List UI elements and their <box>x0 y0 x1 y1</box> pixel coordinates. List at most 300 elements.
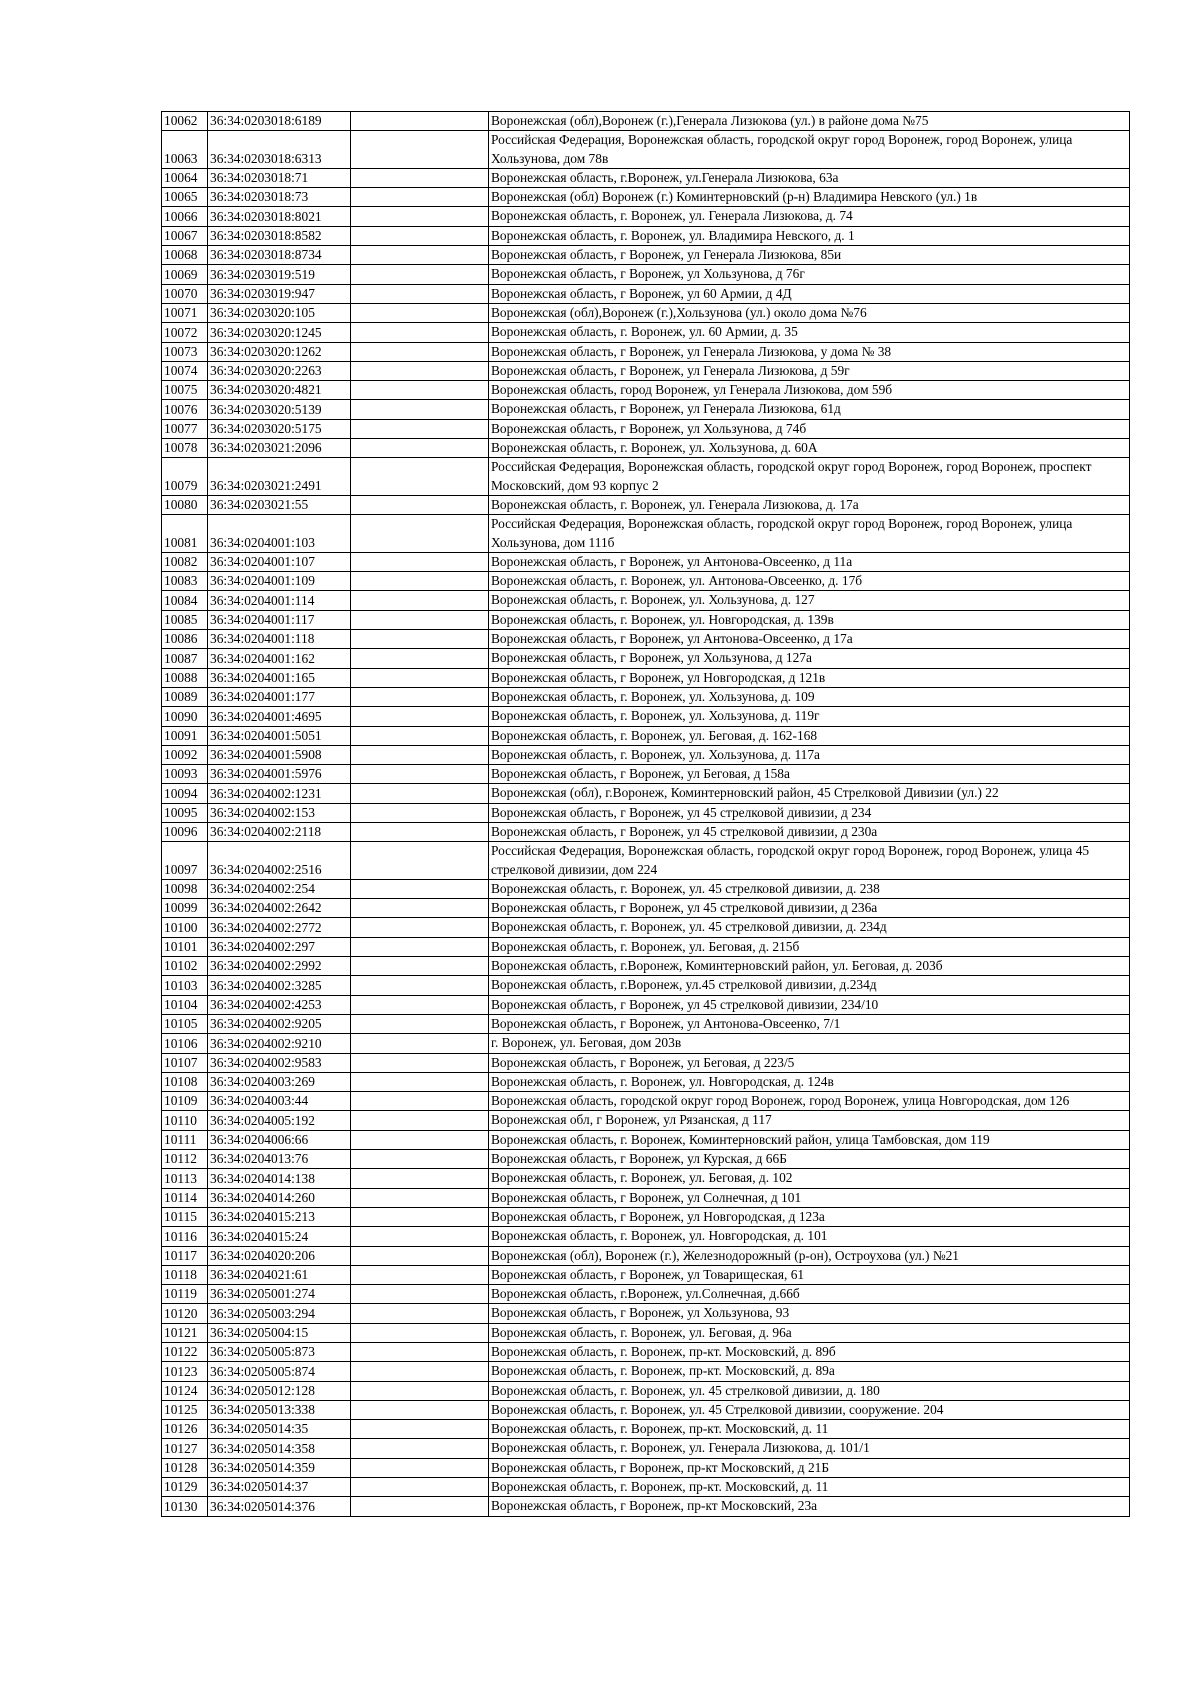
row-number: 10126 <box>162 1420 208 1439</box>
empty-cell <box>351 1343 489 1362</box>
cadastral-number: 36:34:0203020:5175 <box>208 419 351 438</box>
cadastral-number: 36:34:0203018:8734 <box>208 246 351 265</box>
table-row <box>162 112 1130 131</box>
address: Воронежская область, г. Воронеж, ул. Беговая, д. 162-168 <box>489 726 1130 745</box>
row-number: 10120 <box>162 1304 208 1323</box>
address: Воронежская область, г. Воронеж, ул. Беговая, д. 96а <box>489 1323 1130 1342</box>
address: Воронежская область, г. Воронеж, ул. 45 стрелковой дивизии, д. 234д <box>489 918 1130 937</box>
cadastral-number: 36:34:0204002:297 <box>208 937 351 956</box>
empty-cell <box>351 515 489 553</box>
row-number: 10090 <box>162 707 208 726</box>
row-number: 10127 <box>162 1439 208 1458</box>
cadastral-number: 36:34:0204001:117 <box>208 610 351 629</box>
empty-cell <box>351 1227 489 1246</box>
cadastral-number: 36:34:0205012:128 <box>208 1381 351 1400</box>
row-number: 10109 <box>162 1092 208 1111</box>
row-number: 10114 <box>162 1188 208 1207</box>
table-row <box>162 400 1130 419</box>
empty-cell <box>351 361 489 380</box>
row-number: 10103 <box>162 976 208 995</box>
address: Воронежская область, г. Воронеж, ул. Генерала Лизюкова, д. 17а <box>489 495 1130 514</box>
empty-cell <box>351 1053 489 1072</box>
cadastral-number: 36:34:0204001:177 <box>208 687 351 706</box>
empty-cell <box>351 1092 489 1111</box>
cadastral-number: 36:34:0204002:9210 <box>208 1034 351 1053</box>
table-row <box>162 207 1130 226</box>
cadastral-number: 36:34:0203020:5139 <box>208 400 351 419</box>
address: Воронежская область, г Воронеж, ул 45 стрелковой дивизии, 234/10 <box>489 995 1130 1014</box>
address: Российская Федерация, Воронежская область, городской округ город Воронеж, город Воронеж, проспект Московский, дом 93 корпус 2 <box>489 458 1130 496</box>
address: Воронежская область, г Воронеж, ул Антонова-Овсеенко, д 11а <box>489 552 1130 571</box>
empty-cell <box>351 1381 489 1400</box>
row-number: 10110 <box>162 1111 208 1130</box>
table-row <box>162 1072 1130 1091</box>
address: Воронежская область, г. Воронеж, ул. Хользунова, д. 119г <box>489 707 1130 726</box>
cadastral-number: 36:34:0205014:376 <box>208 1497 351 1516</box>
address: Воронежская область, г Воронеж, ул Новгородская, д 121в <box>489 668 1130 687</box>
address: Воронежская область, г Воронеж, ул Хользунова, 93 <box>489 1304 1130 1323</box>
cadastral-number: 36:34:0203021:2491 <box>208 458 351 496</box>
table-row <box>162 361 1130 380</box>
empty-cell <box>351 400 489 419</box>
address: Воронежская область, г. Воронеж, ул. Новгородская, д. 139в <box>489 610 1130 629</box>
row-number: 10124 <box>162 1381 208 1400</box>
cadastral-number: 36:34:0204006:66 <box>208 1130 351 1149</box>
cadastral-number: 36:34:0204013:76 <box>208 1150 351 1169</box>
empty-cell <box>351 649 489 668</box>
table-row <box>162 668 1130 687</box>
cadastral-number: 36:34:0205004:15 <box>208 1323 351 1342</box>
table-row <box>162 745 1130 764</box>
row-number: 10072 <box>162 323 208 342</box>
row-number: 10118 <box>162 1265 208 1284</box>
empty-cell <box>351 1265 489 1284</box>
empty-cell <box>351 842 489 880</box>
address: Воронежская область, г. Воронеж, ул. Беговая, д. 215б <box>489 937 1130 956</box>
row-number: 10067 <box>162 226 208 245</box>
empty-cell <box>351 1246 489 1265</box>
row-number: 10101 <box>162 937 208 956</box>
cadastral-number: 36:34:0204002:254 <box>208 879 351 898</box>
table-row <box>162 342 1130 361</box>
cadastral-number: 36:34:0203020:1262 <box>208 342 351 361</box>
empty-cell <box>351 630 489 649</box>
cadastral-number: 36:34:0203019:947 <box>208 284 351 303</box>
empty-cell <box>351 1478 489 1497</box>
row-number: 10128 <box>162 1458 208 1477</box>
row-number: 10096 <box>162 822 208 841</box>
table-row <box>162 515 1130 553</box>
address: Воронежская область, г Воронеж, ул Курская, д 66Б <box>489 1150 1130 1169</box>
cadastral-number: 36:34:0204002:2642 <box>208 899 351 918</box>
table-row <box>162 1227 1130 1246</box>
cadastral-number: 36:34:0204002:2516 <box>208 842 351 880</box>
empty-cell <box>351 918 489 937</box>
table-row <box>162 1497 1130 1516</box>
address: Воронежская область, г. Воронеж, ул. Новгородская, д. 124в <box>489 1072 1130 1091</box>
empty-cell <box>351 246 489 265</box>
table-row <box>162 995 1130 1014</box>
table-row <box>162 649 1130 668</box>
table-row <box>162 419 1130 438</box>
empty-cell <box>351 1169 489 1188</box>
cadastral-number: 36:34:0203019:519 <box>208 265 351 284</box>
row-number: 10091 <box>162 726 208 745</box>
table-row <box>162 765 1130 784</box>
empty-cell <box>351 1072 489 1091</box>
address: Воронежская область, г. Воронеж, пр-кт. Московский, д. 89а <box>489 1362 1130 1381</box>
row-number: 10066 <box>162 207 208 226</box>
empty-cell <box>351 495 489 514</box>
address: Воронежская область, г Воронеж, ул Генерала Лизюкова, 61д <box>489 400 1130 419</box>
table-row <box>162 1188 1130 1207</box>
row-number: 10076 <box>162 400 208 419</box>
table-row <box>162 1323 1130 1342</box>
row-number: 10104 <box>162 995 208 1014</box>
empty-cell <box>351 745 489 764</box>
empty-cell <box>351 1207 489 1226</box>
row-number: 10125 <box>162 1400 208 1419</box>
address: Воронежская область, г Воронеж, ул 60 Армии, д 4Д <box>489 284 1130 303</box>
table-row <box>162 303 1130 322</box>
address: Воронежская область, г. Воронеж, пр-кт. Московский, д. 11 <box>489 1478 1130 1497</box>
address: г. Воронеж, ул. Беговая, дом 203в <box>489 1034 1130 1053</box>
row-number: 10116 <box>162 1227 208 1246</box>
address: Воронежская область, г Воронеж, ул Хользунова, д 74б <box>489 419 1130 438</box>
cadastral-number: 36:34:0204002:2772 <box>208 918 351 937</box>
table-row <box>162 381 1130 400</box>
table-row <box>162 918 1130 937</box>
table-row <box>162 1150 1130 1169</box>
row-number: 10074 <box>162 361 208 380</box>
cadastral-number: 36:34:0204003:269 <box>208 1072 351 1091</box>
cadastral-number: 36:34:0203018:8582 <box>208 226 351 245</box>
row-number: 10086 <box>162 630 208 649</box>
address: Российская Федерация, Воронежская область, городской округ город Воронеж, город Воронеж, улица Хользунова, дом 78в <box>489 131 1130 169</box>
empty-cell <box>351 879 489 898</box>
empty-cell <box>351 1188 489 1207</box>
empty-cell <box>351 1420 489 1439</box>
row-number: 10129 <box>162 1478 208 1497</box>
empty-cell <box>351 131 489 169</box>
empty-cell <box>351 1111 489 1130</box>
address: Воронежская область, г. Воронеж, Коминтерновский район, улица Тамбовская, дом 119 <box>489 1130 1130 1149</box>
cadastral-number: 36:34:0204003:44 <box>208 1092 351 1111</box>
table-row <box>162 1420 1130 1439</box>
address: Воронежская область, г Воронеж, ул Антонова-Овсеенко, д 17а <box>489 630 1130 649</box>
cadastral-number: 36:34:0204014:260 <box>208 1188 351 1207</box>
cadastral-number: 36:34:0205005:873 <box>208 1343 351 1362</box>
row-number: 10088 <box>162 668 208 687</box>
address: Воронежская область, город Воронеж, ул Генерала Лизюкова, дом 59б <box>489 381 1130 400</box>
empty-cell <box>351 822 489 841</box>
empty-cell <box>351 937 489 956</box>
cadastral-number: 36:34:0204001:103 <box>208 515 351 553</box>
empty-cell <box>351 1497 489 1516</box>
empty-cell <box>351 707 489 726</box>
empty-cell <box>351 1458 489 1477</box>
table-row <box>162 439 1130 458</box>
address: Воронежская область, г. Воронеж, ул. Хользунова, д. 109 <box>489 687 1130 706</box>
row-number: 10064 <box>162 168 208 187</box>
cadastral-number: 36:34:0204002:153 <box>208 803 351 822</box>
cadastral-number: 36:34:0204020:206 <box>208 1246 351 1265</box>
empty-cell <box>351 1150 489 1169</box>
empty-cell <box>351 1323 489 1342</box>
address: Воронежская (обл), г.Воронеж, Коминтерновский район, 45 Стрелковой Дивизии (ул.) 22 <box>489 784 1130 803</box>
table-row <box>162 899 1130 918</box>
row-number: 10111 <box>162 1130 208 1149</box>
empty-cell <box>351 323 489 342</box>
table-row <box>162 1478 1130 1497</box>
cadastral-number: 36:34:0205013:338 <box>208 1400 351 1419</box>
address: Воронежская область, г Воронеж, ул Генерала Лизюкова, 85и <box>489 246 1130 265</box>
cadastral-number: 36:34:0203020:2263 <box>208 361 351 380</box>
cadastral-number: 36:34:0203020:105 <box>208 303 351 322</box>
address: Воронежская область, г Воронеж, ул Генерала Лизюкова, у дома № 38 <box>489 342 1130 361</box>
address: Воронежская область, г. Воронеж, ул. Владимира Невского, д. 1 <box>489 226 1130 245</box>
cadastral-number: 36:34:0204021:61 <box>208 1265 351 1284</box>
table-row <box>162 1304 1130 1323</box>
cadastral-number: 36:34:0205003:294 <box>208 1304 351 1323</box>
empty-cell <box>351 188 489 207</box>
address: Воронежская область, г. Воронеж, ул. Хользунова, д. 60А <box>489 439 1130 458</box>
address: Воронежская область, г Воронеж, ул Хользунова, д 76г <box>489 265 1130 284</box>
address: Воронежская область, г Воронеж, пр-кт Московский, д 21Б <box>489 1458 1130 1477</box>
address: Воронежская (обл),Воронеж (г.),Генерала Лизюкова (ул.) в районе дома №75 <box>489 112 1130 131</box>
row-number: 10082 <box>162 552 208 571</box>
empty-cell <box>351 265 489 284</box>
row-number: 10092 <box>162 745 208 764</box>
table-row <box>162 937 1130 956</box>
address: Воронежская (обл) Воронеж (г.) Коминтерновский (р-н) Владимира Невского (ул.) 1в <box>489 188 1130 207</box>
cadastral-number: 36:34:0204002:2118 <box>208 822 351 841</box>
empty-cell <box>351 112 489 131</box>
table-row <box>162 1343 1130 1362</box>
table-row <box>162 1458 1130 1477</box>
row-number: 10084 <box>162 591 208 610</box>
address: Воронежская (обл), Воронеж (г.), Железнодорожный (р-он), Остроухова (ул.) №21 <box>489 1246 1130 1265</box>
table-row <box>162 284 1130 303</box>
empty-cell <box>351 284 489 303</box>
table-row <box>162 1111 1130 1130</box>
row-number: 10107 <box>162 1053 208 1072</box>
cadastral-number: 36:34:0203020:1245 <box>208 323 351 342</box>
row-number: 10094 <box>162 784 208 803</box>
cadastral-number: 36:34:0204001:114 <box>208 591 351 610</box>
table-row <box>162 591 1130 610</box>
cadastral-number: 36:34:0204002:1231 <box>208 784 351 803</box>
address: Воронежская область, г. Воронеж, ул. Генерала Лизюкова, д. 101/1 <box>489 1439 1130 1458</box>
address: Российская Федерация, Воронежская область, городской округ город Воронеж, город Воронеж, улица 45 стрелковой дивизии, дом 224 <box>489 842 1130 880</box>
empty-cell <box>351 303 489 322</box>
row-number: 10068 <box>162 246 208 265</box>
empty-cell <box>351 591 489 610</box>
cadastral-number: 36:34:0204002:4253 <box>208 995 351 1014</box>
empty-cell <box>351 610 489 629</box>
table-row <box>162 1092 1130 1111</box>
table-row <box>162 1053 1130 1072</box>
table-row <box>162 1169 1130 1188</box>
row-number: 10065 <box>162 188 208 207</box>
row-number: 10119 <box>162 1285 208 1304</box>
row-number: 10117 <box>162 1246 208 1265</box>
address: Воронежская область, г Воронеж, ул Беговая, д 223/5 <box>489 1053 1130 1072</box>
table-row <box>162 265 1130 284</box>
empty-cell <box>351 342 489 361</box>
empty-cell <box>351 726 489 745</box>
cadastral-number: 36:34:0204002:3285 <box>208 976 351 995</box>
cadastral-number: 36:34:0204001:5051 <box>208 726 351 745</box>
empty-cell <box>351 168 489 187</box>
table-row <box>162 1130 1130 1149</box>
table-row <box>162 976 1130 995</box>
table-row <box>162 822 1130 841</box>
registry-body <box>162 112 1130 1517</box>
cadastral-registry-table <box>161 111 1130 1517</box>
table-row <box>162 610 1130 629</box>
cadastral-number: 36:34:0204005:192 <box>208 1111 351 1130</box>
address: Воронежская область, г. Воронеж, ул. Хользунова, д. 127 <box>489 591 1130 610</box>
table-row <box>162 1034 1130 1053</box>
table-row <box>162 495 1130 514</box>
row-number: 10121 <box>162 1323 208 1342</box>
cadastral-number: 36:34:0204014:138 <box>208 1169 351 1188</box>
cadastral-number: 36:34:0204001:5976 <box>208 765 351 784</box>
address: Воронежская область, г. Воронеж, пр-кт. Московский, д. 89б <box>489 1343 1130 1362</box>
table-row <box>162 1439 1130 1458</box>
row-number: 10070 <box>162 284 208 303</box>
table-row <box>162 1265 1130 1284</box>
cadastral-number: 36:34:0204001:107 <box>208 552 351 571</box>
cadastral-number: 36:34:0204015:213 <box>208 1207 351 1226</box>
table-row <box>162 707 1130 726</box>
address: Воронежская область, г Воронеж, ул 45 стрелковой дивизии, д 230а <box>489 822 1130 841</box>
row-number: 10087 <box>162 649 208 668</box>
cadastral-number: 36:34:0203018:8021 <box>208 207 351 226</box>
table-row <box>162 572 1130 591</box>
address: Воронежская область, г Воронеж, ул Беговая, д 158а <box>489 765 1130 784</box>
address: Воронежская область, г.Воронеж, Коминтерновский район, ул. Беговая, д. 203б <box>489 957 1130 976</box>
address: Воронежская область, г Воронеж, ул Новгородская, д 123а <box>489 1207 1130 1226</box>
table-row <box>162 226 1130 245</box>
empty-cell <box>351 1400 489 1419</box>
empty-cell <box>351 1439 489 1458</box>
address: Воронежская область, городской округ город Воронеж, город Воронеж, улица Новгородская, дом 126 <box>489 1092 1130 1111</box>
row-number: 10080 <box>162 495 208 514</box>
address: Воронежская область, г. Воронеж, ул. Хользунова, д. 117а <box>489 745 1130 764</box>
address: Воронежская область, г Воронеж, ул Хользунова, д 127а <box>489 649 1130 668</box>
address: Воронежская область, г Воронеж, пр-кт Московский, 23а <box>489 1497 1130 1516</box>
row-number: 10123 <box>162 1362 208 1381</box>
empty-cell <box>351 1362 489 1381</box>
cadastral-number: 36:34:0203021:2096 <box>208 439 351 458</box>
table-row <box>162 726 1130 745</box>
empty-cell <box>351 419 489 438</box>
cadastral-number: 36:34:0203018:71 <box>208 168 351 187</box>
address: Воронежская область, г. Воронеж, ул. Антонова-Овсеенко, д. 17б <box>489 572 1130 591</box>
cadastral-number: 36:34:0203018:6313 <box>208 131 351 169</box>
table-row <box>162 1246 1130 1265</box>
table-row <box>162 188 1130 207</box>
empty-cell <box>351 458 489 496</box>
empty-cell <box>351 1014 489 1033</box>
row-number: 10095 <box>162 803 208 822</box>
address: Воронежская область, г Воронеж, ул Солнечная, д 101 <box>489 1188 1130 1207</box>
empty-cell <box>351 439 489 458</box>
row-number: 10102 <box>162 957 208 976</box>
empty-cell <box>351 976 489 995</box>
table-row <box>162 1381 1130 1400</box>
cadastral-number: 36:34:0204001:162 <box>208 649 351 668</box>
address: Воронежская область, г Воронеж, ул 45 стрелковой дивизии, д 234 <box>489 803 1130 822</box>
cadastral-number: 36:34:0204002:9205 <box>208 1014 351 1033</box>
row-number: 10130 <box>162 1497 208 1516</box>
table-row <box>162 131 1130 169</box>
cadastral-number: 36:34:0203018:73 <box>208 188 351 207</box>
row-number: 10083 <box>162 572 208 591</box>
row-number: 10108 <box>162 1072 208 1091</box>
empty-cell <box>351 784 489 803</box>
empty-cell <box>351 668 489 687</box>
row-number: 10075 <box>162 381 208 400</box>
row-number: 10062 <box>162 112 208 131</box>
row-number: 10098 <box>162 879 208 898</box>
table-row <box>162 879 1130 898</box>
table-row <box>162 1207 1130 1226</box>
empty-cell <box>351 1130 489 1149</box>
table-row <box>162 246 1130 265</box>
cadastral-number: 36:34:0204001:5908 <box>208 745 351 764</box>
cadastral-number: 36:34:0204001:109 <box>208 572 351 591</box>
table-row <box>162 687 1130 706</box>
address: Воронежская область, г. Воронеж, ул. Новгородская, д. 101 <box>489 1227 1130 1246</box>
cadastral-number: 36:34:0205014:359 <box>208 1458 351 1477</box>
table-row <box>162 1400 1130 1419</box>
cadastral-number: 36:34:0203020:4821 <box>208 381 351 400</box>
cadastral-number: 36:34:0204001:118 <box>208 630 351 649</box>
row-number: 10085 <box>162 610 208 629</box>
row-number: 10078 <box>162 439 208 458</box>
table-row <box>162 323 1130 342</box>
row-number: 10112 <box>162 1150 208 1169</box>
table-row <box>162 1014 1130 1033</box>
row-number: 10093 <box>162 765 208 784</box>
cadastral-number: 36:34:0204002:9583 <box>208 1053 351 1072</box>
row-number: 10097 <box>162 842 208 880</box>
row-number: 10073 <box>162 342 208 361</box>
table-row <box>162 842 1130 880</box>
table-row <box>162 1362 1130 1381</box>
empty-cell <box>351 1034 489 1053</box>
address: Воронежская область, г.Воронеж, ул.Генерала Лизюкова, 63а <box>489 168 1130 187</box>
empty-cell <box>351 226 489 245</box>
empty-cell <box>351 957 489 976</box>
empty-cell <box>351 803 489 822</box>
address: Российская Федерация, Воронежская область, городской округ город Воронеж, город Воронеж, улица Хользунова, дом 111б <box>489 515 1130 553</box>
empty-cell <box>351 381 489 400</box>
row-number: 10077 <box>162 419 208 438</box>
cadastral-number: 36:34:0203018:6189 <box>208 112 351 131</box>
table-row <box>162 458 1130 496</box>
cadastral-number: 36:34:0204001:165 <box>208 668 351 687</box>
cadastral-number: 36:34:0204015:24 <box>208 1227 351 1246</box>
cadastral-number: 36:34:0204001:4695 <box>208 707 351 726</box>
table-row <box>162 630 1130 649</box>
row-number: 10113 <box>162 1169 208 1188</box>
row-number: 10069 <box>162 265 208 284</box>
row-number: 10106 <box>162 1034 208 1053</box>
